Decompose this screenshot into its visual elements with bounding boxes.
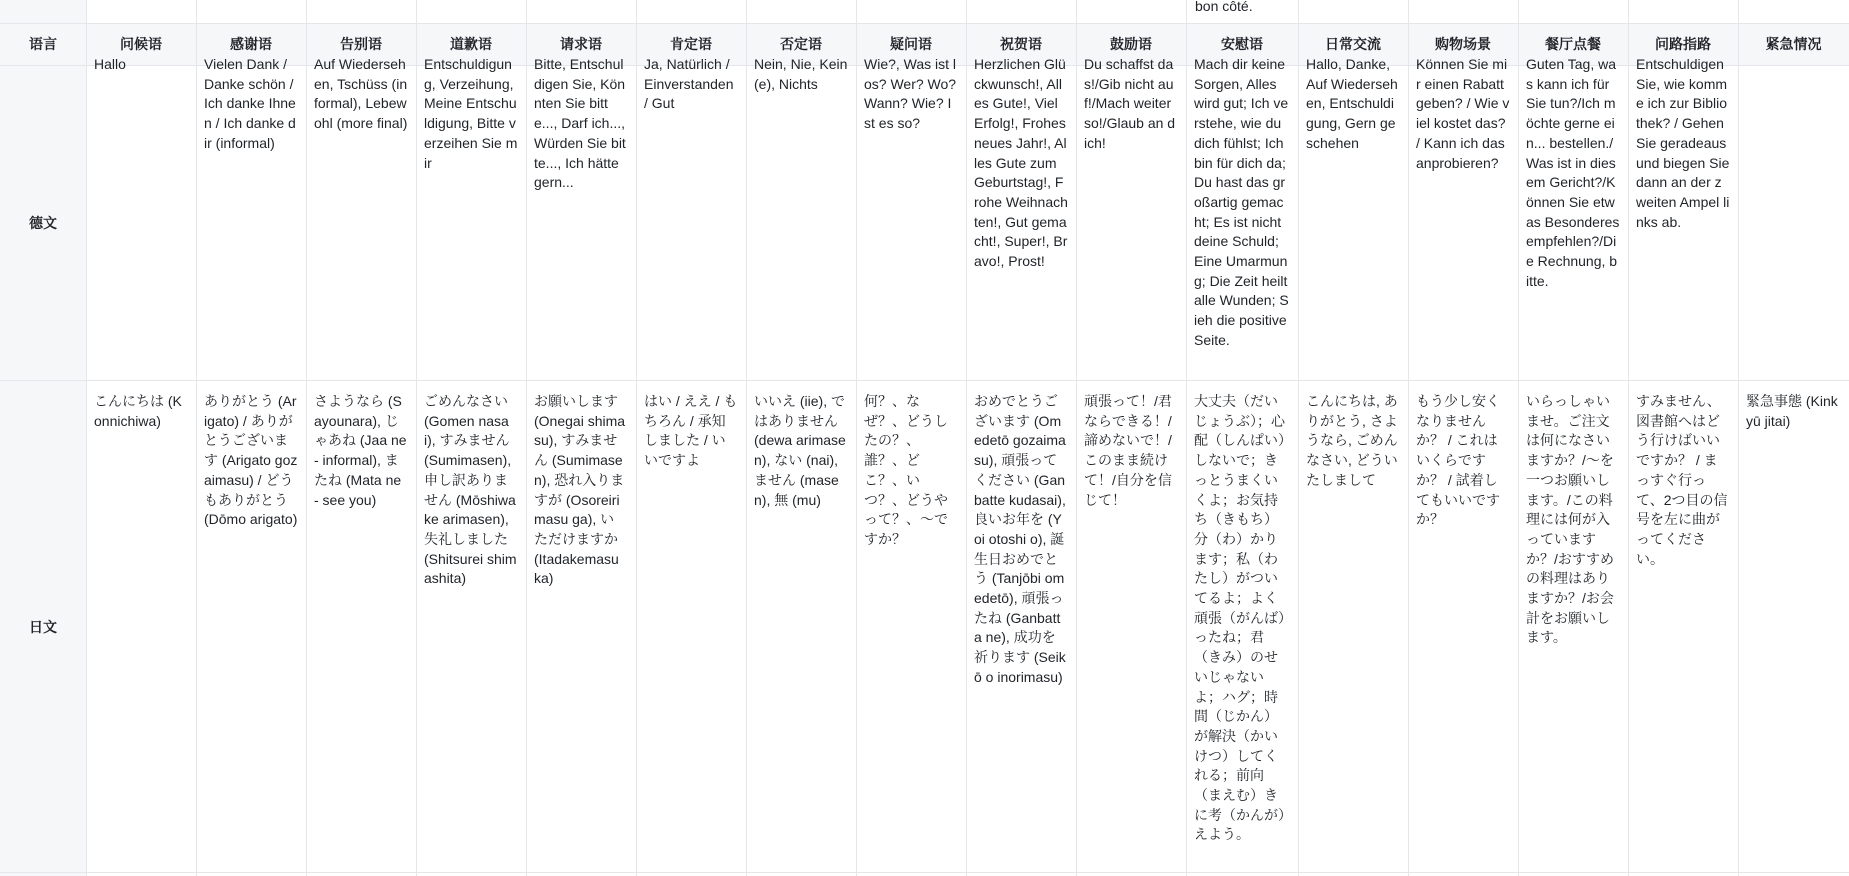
column-divider	[1628, 0, 1629, 876]
table-cell-text: Bitte, Entschuldigen Sie, Könnten Sie bitte..., Darf ich..., Würden Sie bitte..., Ich hätte gern...	[534, 56, 626, 191]
table-cell	[534, 56, 628, 378]
table-cell	[1746, 65, 1841, 378]
column-divider	[856, 0, 857, 876]
column-header[interactable]: 祝贺语	[1000, 36, 1042, 52]
column-divider	[966, 0, 967, 876]
table-cell	[204, 56, 298, 378]
table-cell	[1194, 56, 1290, 378]
table-cell	[644, 56, 738, 378]
table-cell	[1306, 56, 1400, 378]
table-cell-text: Hallo	[94, 56, 126, 72]
column-divider	[1408, 0, 1409, 876]
table-cell-text: Herzlichen Glückwunsch!, Alles Gute!, Viel Erfolg!, Frohes neues Jahr!, Alles Gute zum Geburtstag!, Frohe Weihnachten!, Gut gemacht!, Super!, Bravo!, Prost!	[974, 56, 1068, 270]
table-cell: さようなら (Sayounara), じゃあね (Jaa ne - informal), またね (Mata ne - see you)	[314, 393, 407, 508]
column-divider	[1076, 0, 1077, 876]
column-header[interactable]: 疑问语	[890, 36, 932, 52]
table-cell: もう少し安くなりませんか？ / これはいくらですか？ / 試着してもいいですか？	[1416, 393, 1500, 528]
table-cell: 何？、なぜ？、どうしたの？、誰？、どこ？、いつ？、どうやって？、〜ですか？	[864, 393, 948, 547]
table-cell: いらっしゃいませ。ご注文は何になさいますか？/〜を一つお願いします。/この料理には何が入っていますか？/おすすめの料理はありますか？/お会計をお願いします。	[1526, 393, 1615, 646]
table-cell	[1416, 56, 1510, 378]
column-header[interactable]: 日常交流	[1325, 36, 1381, 52]
table-cell-text: Auf Wiedersehen, Tschüss (informal), Lebewohl (more final)	[314, 56, 408, 132]
table-cell-text: Können Sie mir einen Rabatt geben? / Wie viel kostet das? / Kann ich das anprobieren?	[1416, 56, 1510, 171]
table-cell	[314, 56, 408, 378]
table-cell: お願いします (Onegai shimasu), すみません (Sumimasen), 恐れ入りますが (Osoreirimasu ga), いただけますか (Itadakemasu ka)	[534, 393, 626, 587]
table-cell: こんにちは (Konnichiwa)	[94, 393, 182, 429]
column-divider	[1738, 0, 1739, 876]
column-divider	[306, 0, 307, 876]
column-header[interactable]: 否定语	[780, 36, 822, 52]
table-cell: ごめんなさい (Gomen nasai), すみません (Sumimasen), 申し訳ありません (Mōshiwake arimasen), 失礼しました (Shitsurei shimashita)	[424, 393, 517, 587]
table-cell-text: Entschuldigung, Verzeihung, Meine Entschuldigung, Bitte verzeihen Sie mir	[424, 56, 518, 171]
table-cell-text: Guten Tag, was kann ich für Sie tun?/Ich möchte gerne ein... bestellen./Was ist in diesem Gericht?/Können Sie etwas Besonderes empfehlen?/Die Rechnung, bitte.	[1526, 56, 1620, 289]
row-language-label: 德文	[29, 214, 57, 231]
column-header[interactable]: 问路指路	[1655, 36, 1711, 52]
column-divider	[526, 0, 527, 876]
table-cell-text: Nein, Nie, Kein(e), Nichts	[754, 56, 848, 92]
table-cell: いいえ (iie), ではありません (dewa arimasen), ない (nai), ません (masen), 無 (mu)	[754, 393, 846, 508]
overflow-text-fragment: bon côté.	[1195, 0, 1253, 14]
table-cell-text: Entschuldigen Sie, wie komme ich zur Bibliothek? / Gehen Sie geradeaus und biegen Sie dann an der zweiten Ampel links ab.	[1636, 56, 1730, 230]
column-header[interactable]: 道歉语	[450, 36, 492, 52]
column-divider	[1186, 0, 1187, 876]
column-divider	[86, 0, 87, 876]
table-cell: 大丈夫（だいじょうぶ）；心配（しんぱい）しないで；きっとうまくいくよ；お気持ち（きもち）分（わ）かります；私（わたし）がついてるよ；よく頑張（がんば）ったね；君（きみ）のせいじゃないよ；ハグ；時間（じかん）が解決（かいけつ）してくれる；前向（まえむ）きに考（かんが）えよう。	[1194, 393, 1285, 843]
table-cell: おめでとうございます (Omedetō gozaimasu), 頑張ってください (Ganbatte kudasai), 良いお年を (Yoi otoshi o), 誕生日おめでとう (Tanjōbi omedetō), 頑張ったね (Ganbatta ne), 成功を祈ります (Seikō o inorimasu)	[974, 393, 1066, 685]
table-cell: ありがとう (Arigato) / ありがとうございます (Arigato gozaimasu) / どうもありがとう (Dōmo arigato)	[204, 393, 298, 528]
table-cell-text: Mach dir keine Sorgen, Alles wird gut; Ich verstehe, wie du dich fühlst; Ich bin für dich da; Du hast das großartig gemacht; Es ist nicht deine Schuld; Eine Umarmung; Die Zeit heilt alle Wunden; Sieh die positive Seite.	[1194, 56, 1289, 348]
column-divider	[1518, 0, 1519, 876]
column-header[interactable]: 告别语	[340, 36, 382, 52]
column-header[interactable]: 肯定语	[670, 36, 712, 52]
column-divider	[416, 0, 417, 876]
table-cell-text: Hallo, Danke, Auf Wiedersehen, Entschuldigung, Gern geschehen	[1306, 56, 1398, 151]
column-header[interactable]: 问候语	[120, 36, 162, 52]
table-cell: 頑張って！/君ならできる！/諦めないで！/このまま続けて！/自分を信じて！	[1084, 393, 1172, 508]
column-header[interactable]: 请求语	[560, 36, 602, 52]
table-cell-text: Ja, Natürlich / Einverstanden / Gut	[644, 56, 734, 112]
column-divider	[196, 0, 197, 876]
column-header[interactable]: 语言	[29, 36, 57, 52]
table-cell	[1526, 56, 1620, 378]
table-cell-text: Wie?, Was ist los? Wer? Wo? Wann? Wie? Ist es so?	[864, 56, 957, 132]
column-divider	[1298, 0, 1299, 876]
table-cell: 緊急事態 (Kinkyū jitai)	[1746, 393, 1838, 429]
row-language-label: 日文	[29, 618, 57, 635]
table-cell	[1636, 56, 1730, 378]
table-cell: はい / ええ / もちろん / 承知しました / いいですよ	[644, 393, 738, 469]
column-header[interactable]: 购物场景	[1435, 36, 1491, 52]
table-cell	[1084, 56, 1178, 378]
language-column-background	[0, 0, 86, 876]
table-cell	[974, 56, 1068, 378]
column-divider	[636, 0, 637, 876]
table-cell	[94, 56, 188, 378]
column-header[interactable]: 紧急情况	[1765, 36, 1822, 52]
column-header[interactable]: 感谢语	[230, 36, 272, 52]
row-divider	[0, 872, 1849, 873]
table-cell: すみません、図書館へはどう行けばいいですか？ / まっすぐ行って、2つ目の信号を左に曲がってください。	[1636, 393, 1728, 567]
table-cell	[754, 56, 848, 378]
column-header[interactable]: 餐厅点餐	[1545, 36, 1601, 52]
column-divider	[746, 0, 747, 876]
row-divider	[0, 380, 1849, 381]
table-cell	[864, 56, 958, 378]
column-header[interactable]: 安慰语	[1221, 36, 1263, 52]
table-cell-text: Vielen Dank / Danke schön / Ich danke Ihnen / Ich danke dir (informal)	[204, 56, 296, 151]
table-cell	[424, 56, 518, 378]
table-cell-text: Du schaffst das!/Gib nicht auf!/Mach weiter so!/Glaub an dich!	[1084, 56, 1176, 151]
table-cell: こんにちは, ありがとう, さようなら, ごめんなさい, どういたしまして	[1306, 393, 1398, 488]
column-header[interactable]: 鼓励语	[1110, 36, 1152, 52]
